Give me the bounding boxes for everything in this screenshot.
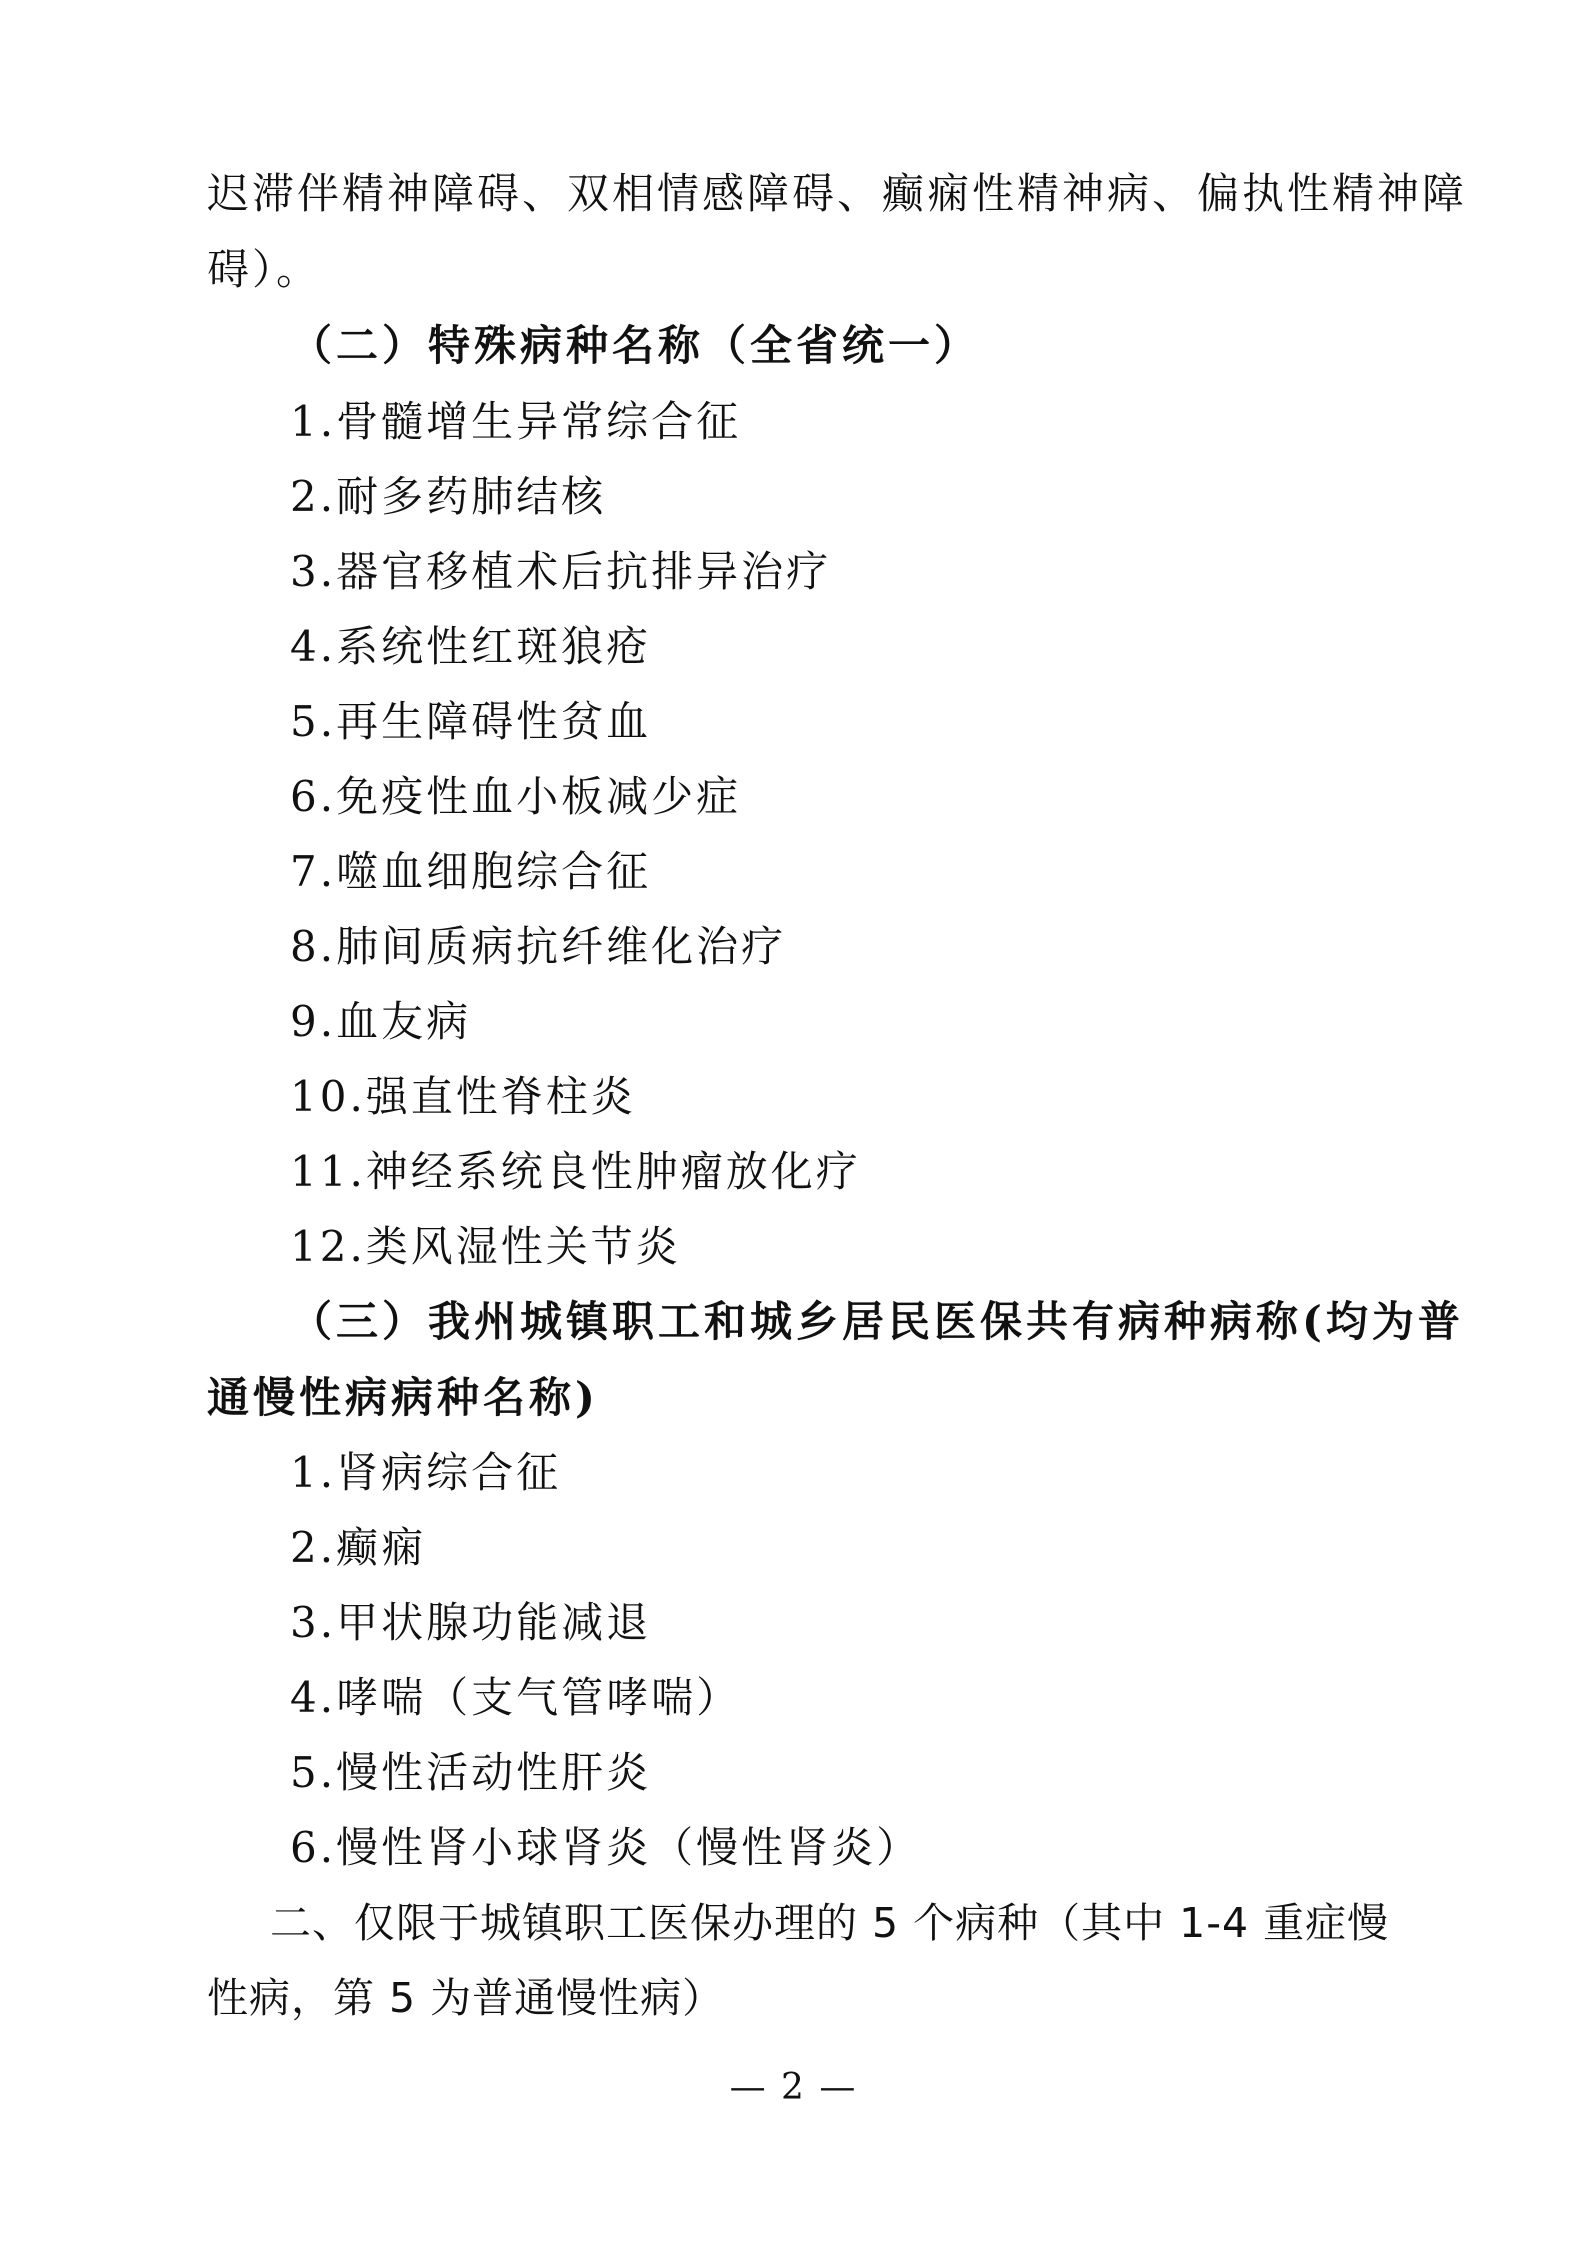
section-2-item: 10.强直性脊柱炎 [290,1072,636,1121]
section-2-item: 8.肺间质病抗纤维化治疗 [290,922,787,971]
section-2-heading: （二）特殊病种名称（全省统一） [290,321,981,370]
section-2-item: 12.类风湿性关节炎 [290,1222,681,1271]
section-2-item: 4.系统性红斑狼疮 [290,622,652,671]
section-2-item: 1.骨髓增生异常综合征 [290,397,742,446]
section-3-item: 2.癫痫 [290,1523,427,1572]
intro-line-2: 碍）。 [207,245,322,294]
intro-line-1: 迟滞伴精神障碍、双相情感障碍、癫痫性精神病、偏执性精神障 [207,169,1468,218]
section-3-item: 6.慢性肾小球肾炎（慢性肾炎） [290,1823,922,1872]
section-3-item: 3.甲状腺功能减退 [290,1598,652,1647]
section-2-item: 3.器官移植术后抗排异治疗 [290,547,832,596]
section-2-item: 2.耐多药肺结核 [290,472,607,521]
section-2-item: 5.再生障碍性贫血 [290,697,652,746]
section-2-item: 9.血友病 [290,997,472,1046]
section-2-item: 6.免疫性血小板减少症 [290,772,742,821]
section-3-heading-line-2: 通慢性病病种名称) [207,1373,599,1422]
section-3-item: 5.慢性活动性肝炎 [290,1748,652,1797]
section-2-item: 7.噬血细胞综合征 [290,847,652,896]
section-3-item: 4.哮喘（支气管哮喘） [290,1673,742,1722]
part-2-heading-line-2: 性病，第 5 为普通慢性病） [207,1974,725,2022]
section-3-heading-line-1: （三）我州城镇职工和城乡居民医保共有病种病称(均为普 [290,1297,1464,1346]
page-number: — 2 — [729,2067,858,2108]
section-2-item: 11.神经系统良性肿瘤放化疗 [290,1147,861,1196]
part-2-heading-line-1: 二、仅限于城镇职工医保办理的 5 个病种（其中 1-4 重症慢 [270,1899,1390,1947]
section-3-item: 1.肾病综合征 [290,1448,562,1497]
